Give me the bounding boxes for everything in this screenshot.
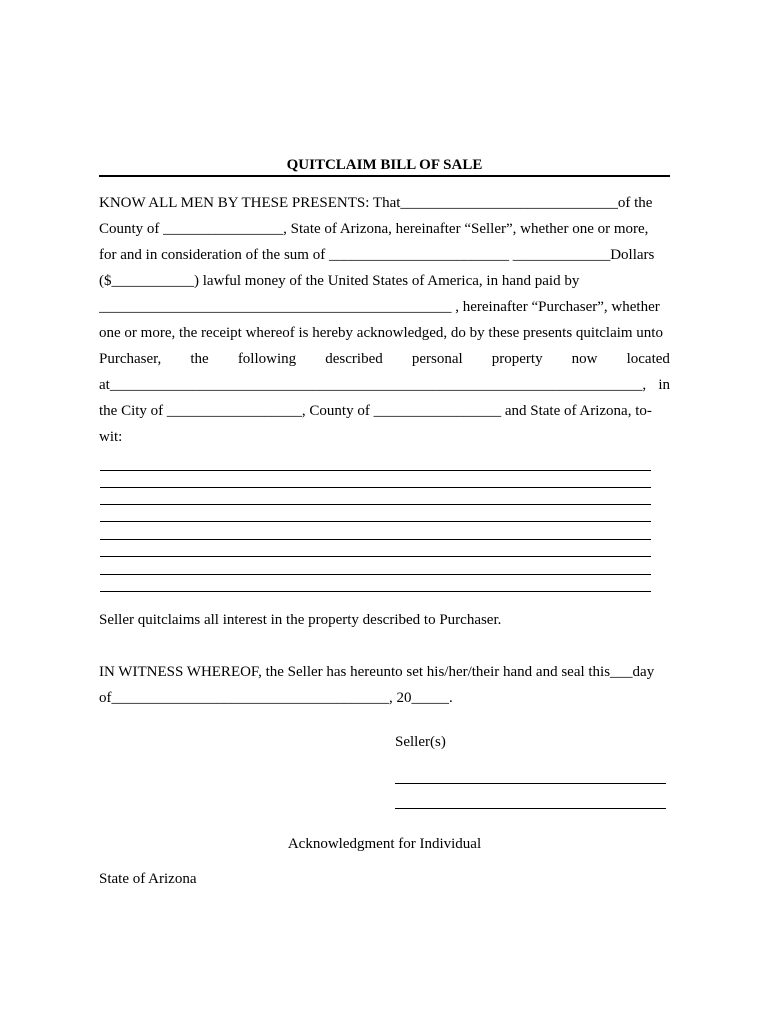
state-line: State of Arizona	[99, 871, 197, 887]
property-description-line	[100, 556, 651, 557]
justified-word: following	[237, 351, 297, 367]
witness-line-2: of_____________________________________, 20_____.	[99, 690, 453, 706]
property-description-line	[100, 487, 651, 488]
justified-word: located	[626, 351, 670, 367]
signature-line	[395, 783, 666, 784]
body-line-8-location	[99, 376, 670, 394]
body-line-4: ($___________) lawful money of the United States of America, in hand paid by	[99, 273, 580, 289]
body-line-10-towit: wit:	[99, 429, 123, 445]
property-description-line	[100, 574, 651, 575]
location-blank: at_______________________________________________________________________,	[99, 377, 647, 393]
justified-word: personal	[411, 351, 463, 367]
sellers-label: Seller(s)	[395, 734, 446, 750]
body-line-2: County of ________________, State of Arizona, hereinafter “Seller”, whether one or more,	[99, 221, 649, 237]
body-line-3: for and in consideration of the sum of ________________________ _____________Dollars	[99, 247, 655, 263]
justified-word: now	[571, 351, 598, 367]
witness-line-1: IN WITNESS WHEREOF, the Seller has hereunto set his/her/their hand and seal this___day	[99, 664, 655, 680]
body-line-1: KNOW ALL MEN BY THESE PRESENTS: That_____________________________of the	[99, 195, 653, 211]
body-line-6: one or more, the receipt whereof is hereby acknowledged, do by these presents quitclaim unto	[99, 325, 663, 341]
justified-word: property	[491, 351, 543, 367]
seller-statement: Seller quitclaims all interest in the property described to Purchaser.	[99, 612, 502, 628]
justified-word: the	[190, 351, 209, 367]
signature-line	[395, 808, 666, 809]
property-description-line	[100, 470, 651, 471]
document-title: QUITCLAIM BILL OF SALE	[99, 156, 670, 177]
property-description-line	[100, 504, 651, 505]
body-line-5: _______________________________________________ , hereinafter “Purchaser”, whether	[99, 299, 660, 315]
location-in: in	[658, 377, 670, 393]
justified-word: described	[325, 351, 383, 367]
property-description-line	[100, 539, 651, 540]
body-line-7-justified	[99, 350, 670, 368]
property-description-line	[100, 521, 651, 522]
body-line-9-city: the City of __________________, County of _________________ and State of Arizona, to-	[99, 403, 652, 419]
property-description-line	[100, 591, 651, 592]
justified-word: Purchaser,	[99, 351, 162, 367]
acknowledgment-heading: Acknowledgment for Individual	[287, 836, 482, 852]
